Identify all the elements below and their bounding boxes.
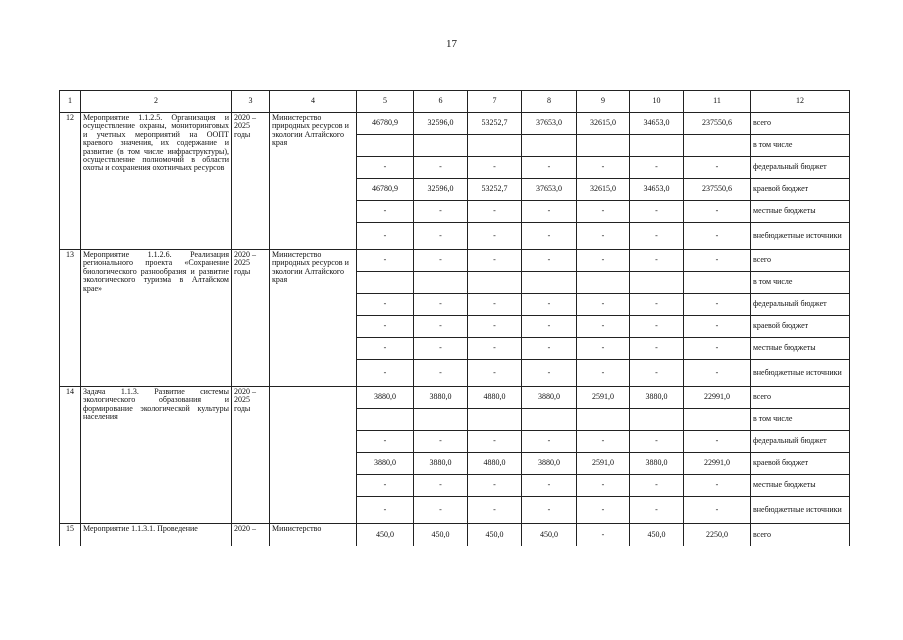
value-cell: -	[357, 294, 414, 316]
value-cell	[468, 135, 522, 157]
value-cell: 4880,0	[468, 453, 522, 475]
value-cell: -	[522, 223, 577, 250]
measure-name: Мероприятие 1.1.2.6. Реализация регионального проекта «Сохранение биологического разнообразия и развитие экологического туризма в Алтайском крае»	[81, 250, 232, 387]
value-cell: -	[468, 338, 522, 360]
measure-name: Мероприятие 1.1.2.5. Организация и осуществление охраны, мониторинговых и учетных мероприятий на ООПТ краевого значения, их содержание и развитие (в том числе инфраструктуры), осуществление полномочий в области охоты и сохранения охотничьих ресурсов	[81, 113, 232, 250]
value-cell: -	[577, 201, 630, 223]
measure-name: Задача 1.1.3. Развитие системы экологического образования и формирование экологической культуры населения	[81, 387, 232, 524]
value-cell: -	[357, 475, 414, 497]
value-cell: 3880,0	[522, 387, 577, 409]
value-cell: -	[357, 201, 414, 223]
value-cell	[522, 135, 577, 157]
value-cell: 450,0	[522, 524, 577, 546]
value-cell: -	[468, 475, 522, 497]
value-cell: -	[577, 294, 630, 316]
value-cell: -	[468, 157, 522, 179]
value-cell	[357, 135, 414, 157]
value-cell: 53252,7	[468, 113, 522, 135]
value-cell: -	[468, 294, 522, 316]
value-cell: 46780,9	[357, 179, 414, 201]
value-cell: -	[468, 201, 522, 223]
value-cell	[630, 409, 684, 431]
value-cell: -	[522, 338, 577, 360]
value-cell: -	[684, 201, 751, 223]
value-cell: 4880,0	[468, 387, 522, 409]
value-cell: -	[577, 497, 630, 524]
row-number: 12	[60, 113, 81, 250]
value-cell	[357, 409, 414, 431]
value-cell: -	[522, 497, 577, 524]
value-cell: -	[630, 497, 684, 524]
value-cell: -	[577, 338, 630, 360]
value-cell: -	[630, 250, 684, 272]
funding-source-label: внебюджетные источники	[751, 223, 850, 250]
value-cell: 32596,0	[414, 113, 468, 135]
value-cell: -	[630, 201, 684, 223]
value-cell: -	[577, 475, 630, 497]
value-cell: -	[357, 360, 414, 387]
value-cell: -	[630, 338, 684, 360]
value-cell: -	[522, 360, 577, 387]
value-cell: -	[522, 157, 577, 179]
funding-source-label: всего	[751, 113, 850, 135]
value-cell: -	[684, 497, 751, 524]
value-cell: -	[684, 294, 751, 316]
funding-source-label: краевой бюджет	[751, 179, 850, 201]
value-cell	[414, 272, 468, 294]
value-cell: -	[357, 223, 414, 250]
value-cell	[577, 135, 630, 157]
funding-source-label: местные бюджеты	[751, 201, 850, 223]
executor-cell	[270, 387, 357, 524]
header-cell: 1	[60, 91, 81, 113]
value-cell	[357, 272, 414, 294]
table-row	[60, 113, 850, 135]
value-cell: 22991,0	[684, 387, 751, 409]
value-cell: -	[577, 316, 630, 338]
value-cell: 3880,0	[414, 453, 468, 475]
value-cell: 237550,6	[684, 113, 751, 135]
value-cell: -	[468, 250, 522, 272]
header-cell: 3	[232, 91, 270, 113]
value-cell: -	[414, 338, 468, 360]
value-cell: -	[414, 316, 468, 338]
executor-cell: Министерство природных ресурсов и экологии Алтайского края	[270, 250, 357, 387]
header-cell: 4	[270, 91, 357, 113]
funding-source-label: краевой бюджет	[751, 453, 850, 475]
value-cell: -	[357, 316, 414, 338]
value-cell	[468, 272, 522, 294]
value-cell: 237550,6	[684, 179, 751, 201]
value-cell: -	[630, 294, 684, 316]
value-cell: -	[468, 316, 522, 338]
header-cell: 10	[630, 91, 684, 113]
value-cell: -	[630, 316, 684, 338]
value-cell: 46780,9	[357, 113, 414, 135]
value-cell: -	[684, 250, 751, 272]
value-cell: -	[577, 360, 630, 387]
page-number: 17	[446, 38, 457, 50]
value-cell: 3880,0	[522, 453, 577, 475]
row-number: 13	[60, 250, 81, 387]
period-cell: 2020 – 2025 годы	[232, 387, 270, 524]
value-cell: -	[684, 431, 751, 453]
funding-source-label: федеральный бюджет	[751, 157, 850, 179]
value-cell: -	[577, 250, 630, 272]
value-cell	[630, 272, 684, 294]
period-cell: 2020 – 2025 годы	[232, 113, 270, 250]
value-cell: 450,0	[468, 524, 522, 546]
header-cell: 8	[522, 91, 577, 113]
header-cell: 5	[357, 91, 414, 113]
header-cell: 2	[81, 91, 232, 113]
value-cell: 53252,7	[468, 179, 522, 201]
value-cell: -	[630, 475, 684, 497]
value-cell: 37653,0	[522, 113, 577, 135]
header-row	[60, 91, 850, 113]
funding-source-label: местные бюджеты	[751, 338, 850, 360]
value-cell	[577, 409, 630, 431]
value-cell: -	[577, 223, 630, 250]
value-cell: -	[468, 431, 522, 453]
row-number: 14	[60, 387, 81, 524]
value-cell	[414, 409, 468, 431]
funding-source-label: федеральный бюджет	[751, 431, 850, 453]
value-cell	[522, 409, 577, 431]
value-cell: -	[684, 475, 751, 497]
value-cell	[577, 272, 630, 294]
value-cell	[414, 135, 468, 157]
value-cell	[684, 135, 751, 157]
value-cell: -	[577, 524, 630, 546]
value-cell: -	[414, 223, 468, 250]
value-cell: -	[414, 294, 468, 316]
value-cell	[684, 409, 751, 431]
header-cell: 7	[468, 91, 522, 113]
value-cell: -	[684, 360, 751, 387]
value-cell: -	[522, 316, 577, 338]
value-cell: -	[357, 338, 414, 360]
value-cell: -	[468, 223, 522, 250]
executor-cell: Министерство природных ресурсов и экологии Алтайского края	[270, 113, 357, 250]
value-cell: -	[357, 497, 414, 524]
value-cell: 2591,0	[577, 453, 630, 475]
value-cell: -	[414, 201, 468, 223]
funding-source-label: в том числе	[751, 135, 850, 157]
value-cell: -	[468, 360, 522, 387]
funding-source-label: местные бюджеты	[751, 475, 850, 497]
value-cell: -	[468, 497, 522, 524]
funding-source-label: в том числе	[751, 272, 850, 294]
table-row	[60, 250, 850, 272]
table-row	[60, 524, 850, 546]
value-cell: 450,0	[357, 524, 414, 546]
value-cell	[522, 272, 577, 294]
value-cell: -	[630, 223, 684, 250]
funding-source-label: всего	[751, 250, 850, 272]
funding-source-label: внебюджетные источники	[751, 497, 850, 524]
measure-name: Мероприятие 1.1.3.1. Проведение	[81, 524, 232, 546]
funding-source-label: федеральный бюджет	[751, 294, 850, 316]
value-cell: -	[684, 316, 751, 338]
value-cell: -	[630, 431, 684, 453]
value-cell: -	[414, 475, 468, 497]
funding-source-label: всего	[751, 387, 850, 409]
funding-source-label: краевой бюджет	[751, 316, 850, 338]
table-row	[60, 387, 850, 409]
value-cell: -	[522, 431, 577, 453]
value-cell: -	[357, 250, 414, 272]
value-cell: 32596,0	[414, 179, 468, 201]
value-cell: -	[414, 157, 468, 179]
value-cell: -	[414, 250, 468, 272]
value-cell	[468, 409, 522, 431]
value-cell: -	[414, 497, 468, 524]
executor-cell: Министерство	[270, 524, 357, 546]
value-cell: 2250,0	[684, 524, 751, 546]
value-cell: -	[522, 201, 577, 223]
value-cell: -	[684, 338, 751, 360]
value-cell: -	[684, 223, 751, 250]
value-cell: 3880,0	[357, 387, 414, 409]
value-cell	[684, 272, 751, 294]
value-cell: -	[522, 294, 577, 316]
header-cell: 11	[684, 91, 751, 113]
value-cell: -	[630, 157, 684, 179]
value-cell: -	[357, 157, 414, 179]
funding-source-label: внебюджетные источники	[751, 360, 850, 387]
value-cell: -	[414, 360, 468, 387]
value-cell: 34653,0	[630, 113, 684, 135]
value-cell: 32615,0	[577, 179, 630, 201]
value-cell: 37653,0	[522, 179, 577, 201]
budget-table	[59, 90, 850, 546]
header-cell: 9	[577, 91, 630, 113]
header-cell: 12	[751, 91, 850, 113]
value-cell: -	[522, 475, 577, 497]
value-cell: 32615,0	[577, 113, 630, 135]
period-cell: 2020 –	[232, 524, 270, 546]
value-cell: -	[684, 157, 751, 179]
value-cell: 2591,0	[577, 387, 630, 409]
value-cell: 3880,0	[357, 453, 414, 475]
value-cell: -	[414, 431, 468, 453]
value-cell: -	[522, 250, 577, 272]
value-cell: -	[357, 431, 414, 453]
funding-source-label: всего	[751, 524, 850, 546]
value-cell: 3880,0	[630, 387, 684, 409]
value-cell: 3880,0	[630, 453, 684, 475]
value-cell: 34653,0	[630, 179, 684, 201]
header-cell: 6	[414, 91, 468, 113]
value-cell	[630, 135, 684, 157]
value-cell: -	[577, 431, 630, 453]
value-cell: -	[577, 157, 630, 179]
value-cell: -	[630, 360, 684, 387]
value-cell: 450,0	[630, 524, 684, 546]
value-cell: 450,0	[414, 524, 468, 546]
row-number: 15	[60, 524, 81, 546]
funding-source-label: в том числе	[751, 409, 850, 431]
value-cell: 3880,0	[414, 387, 468, 409]
period-cell: 2020 – 2025 годы	[232, 250, 270, 387]
value-cell: 22991,0	[684, 453, 751, 475]
